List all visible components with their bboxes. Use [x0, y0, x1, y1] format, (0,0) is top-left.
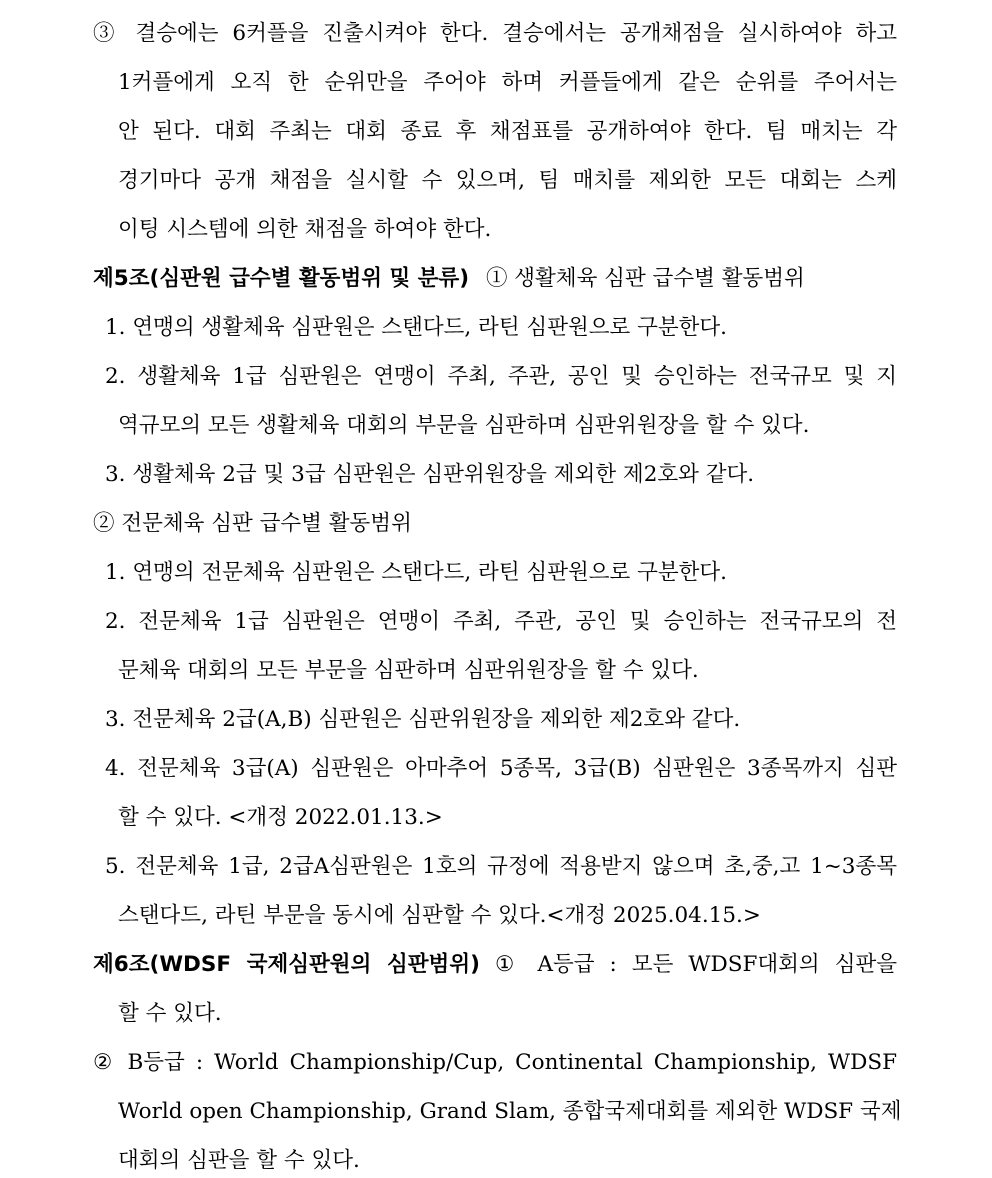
- clause-continuation: World open Championship, Grand Slam, 종합국제대회를 제외한 WDSF 국제: [118, 1099, 902, 1124]
- clause-heading: ② 전문체육 심판 급수별 활동범위: [93, 511, 412, 536]
- paragraph-line: ③ 결승에는 6커플을 진출시켜야 한다. 결승에서는 공개채점을 실시하여야 하고: [93, 21, 897, 46]
- article-6-row: [0, 950, 897, 980]
- paragraph-line: 이팅 시스템에 의한 채점을 하여야 한다.: [118, 217, 492, 242]
- article-heading: 제5조(심판원 급수별 활동범위 및 분류): [93, 266, 470, 291]
- paragraph-line: 안 된다. 대회 주최는 대회 종료 후 채점표를 공개하여야 한다. 팀 매치는 각: [118, 119, 897, 144]
- list-item: 2. 전문체육 1급 심판원은 연맹이 주최, 주관, 공인 및 승인하는 전국규모의 전: [105, 609, 897, 634]
- paragraph-line: 1커플에게 오직 한 순위만을 주어야 하며 커플들에게 같은 순위를 주어서는: [118, 70, 897, 95]
- clause-text: ① 생활체육 심판 급수별 활동범위: [485, 266, 805, 291]
- list-item-continuation: 역규모의 모든 생활체육 대회의 부문을 심판하며 심판위원장을 할 수 있다.: [118, 413, 810, 438]
- clause-continuation: 대회의 심판을 할 수 있다.: [118, 1148, 360, 1173]
- list-item: 3. 생활체육 2급 및 3급 심판원은 심판위원장을 제외한 제2호와 같다.: [105, 462, 755, 487]
- list-item: 5. 전문체육 1급, 2급A심판원은 1호의 규정에 적용받지 않으며 초,중,고 1~3종목: [105, 854, 897, 879]
- list-item: 4. 전문체육 3급(A) 심판원은 아마추어 5종목, 3급(B) 심판원은 3종목까지 심판: [105, 756, 897, 781]
- list-item: 2. 생활체육 1급 심판원은 연맹이 주최, 주관, 공인 및 승인하는 전국규모 및 지: [105, 364, 897, 389]
- list-item-continuation: 스탠다드, 라틴 부문을 동시에 심판할 수 있다.<개정 2025.04.15.>: [118, 903, 761, 928]
- clause-text: ② B등급 : World Championship/Cup, Continental Championship, WDSF: [93, 1050, 897, 1075]
- article-5-row: [0, 264, 897, 294]
- list-item: 3. 전문체육 2급(A,B) 심판원은 심판위원장을 제외한 제2호와 같다.: [105, 707, 741, 732]
- clause-continuation: 할 수 있다.: [118, 1001, 222, 1026]
- article-heading: 제6조(WDSF 국제심판원의 심판범위): [93, 952, 480, 977]
- paragraph-line: 경기마다 공개 채점을 실시할 수 있으며, 팀 매치를 제외한 모든 대회는 스케: [118, 168, 897, 193]
- clause-text: ① A등급 : 모든 WDSF대회의 심판을: [494, 952, 898, 977]
- list-item: 1. 연맹의 전문체육 심판원은 스탠다드, 라틴 심판원으로 구분한다.: [105, 560, 728, 585]
- list-item: 1. 연맹의 생활체육 심판원은 스탠다드, 라틴 심판원으로 구분한다.: [105, 315, 728, 340]
- list-item-continuation: 할 수 있다. <개정 2022.01.13.>: [118, 805, 443, 830]
- list-item-continuation: 문체육 대회의 모든 부문을 심판하며 심판위원장을 할 수 있다.: [118, 658, 699, 683]
